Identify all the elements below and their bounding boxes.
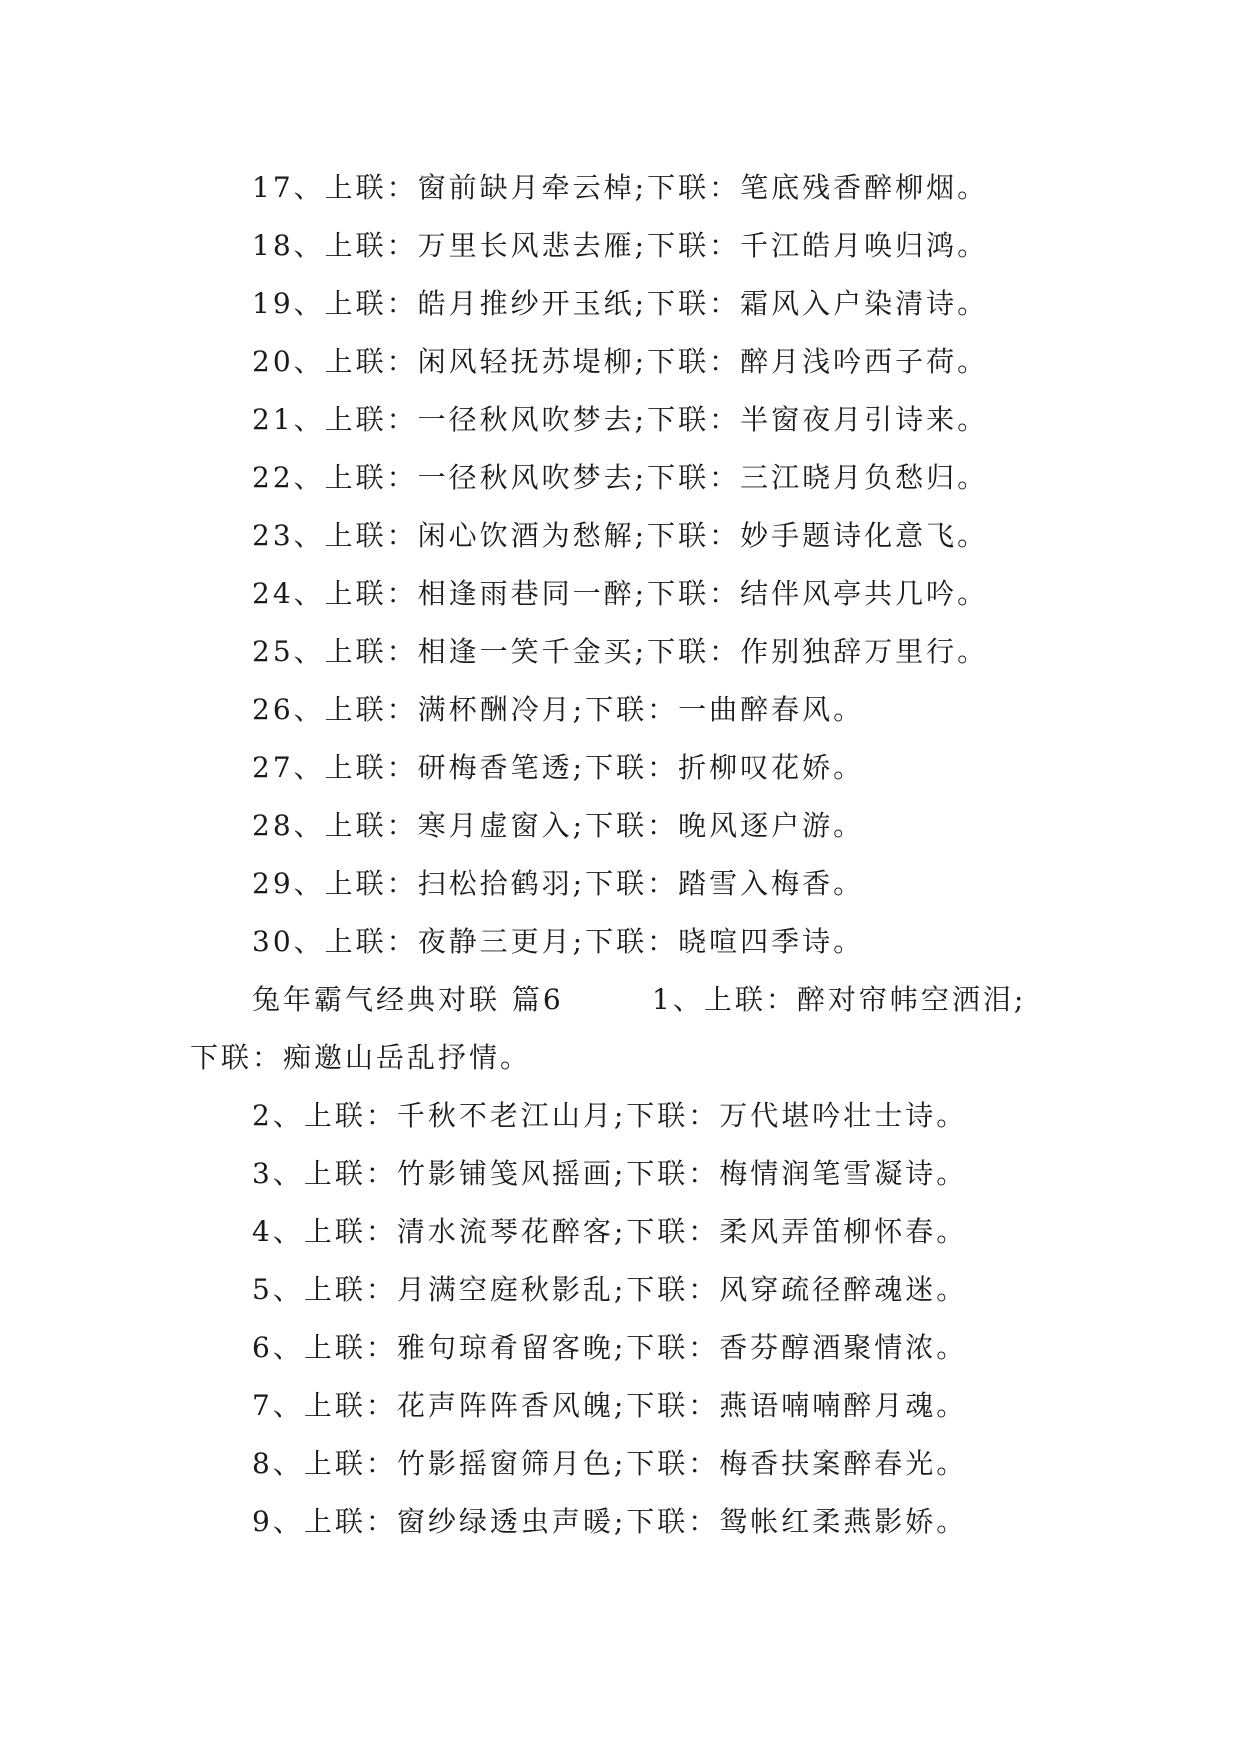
couplet-line: 25、上联：相逢一笑千金买;下联：作别独辞万里行。 <box>252 635 989 668</box>
couplet-line: 18、上联：万里长风悲去雁;下联：千江皓月唤归鸿。 <box>252 229 989 262</box>
couplet-line: 4、上联：清水流琴花醉客;下联：柔风弄笛柳怀春。 <box>252 1215 968 1248</box>
section-heading-line <box>190 971 1070 1029</box>
couplet-line: 28、上联：寒月虚窗入;下联：晚风逐户游。 <box>252 809 865 842</box>
couplet-line: 7、上联：花声阵阵香风魄;下联：燕语喃喃醉月魂。 <box>252 1389 968 1422</box>
couplet-line: 20、上联：闲风轻抚苏堤柳;下联：醉月浅吟西子荷。 <box>252 345 989 378</box>
document-body <box>190 159 1070 1551</box>
couplet-line: 23、上联：闲心饮酒为愁解;下联：妙手题诗化意飞。 <box>252 519 989 552</box>
couplet-line: 3、上联：竹影铺笺风摇画;下联：梅情润笔雪凝诗。 <box>252 1157 968 1190</box>
couplet-first-part: 1、上联：醉对帘帏空洒泪; <box>652 983 1027 1016</box>
couplet-line: 29、上联：扫松拾鹤羽;下联：踏雪入梅香。 <box>252 867 865 900</box>
couplet-line: 27、上联：研梅香笔透;下联：折柳叹花娇。 <box>252 751 865 784</box>
couplet-line: 5、上联：月满空庭秋影乱;下联：风穿疏径醉魂迷。 <box>252 1273 968 1306</box>
couplet-line: 19、上联：皓月推纱开玉纸;下联：霜风入户染清诗。 <box>252 287 989 320</box>
couplet-line: 2、上联：千秋不老江山月;下联：万代堪吟壮士诗。 <box>252 1099 968 1132</box>
couplet-line: 26、上联：满杯酬冷月;下联：一曲醉春风。 <box>252 693 865 726</box>
couplet-line: 9、上联：窗纱绿透虫声暖;下联：鸳帐红柔燕影娇。 <box>252 1505 968 1538</box>
section-heading: 兔年霸气经典对联 篇6 <box>252 983 564 1016</box>
couplet-line: 21、上联：一径秋风吹梦去;下联：半窗夜月引诗来。 <box>252 403 989 436</box>
couplet-line: 22、上联：一径秋风吹梦去;下联：三江晓月负愁归。 <box>252 461 989 494</box>
couplet-line: 6、上联：雅句琼肴留客晚;下联：香芬醇酒聚情浓。 <box>252 1331 968 1364</box>
couplet-line: 30、上联：夜静三更月;下联：晓喧四季诗。 <box>252 925 865 958</box>
couplet-line: 17、上联：窗前缺月牵云棹;下联：笔底残香醉柳烟。 <box>252 171 989 204</box>
couplet-continuation: 下联：痴邀山岳乱抒情。 <box>190 1041 532 1074</box>
couplet-line: 24、上联：相逢雨巷同一醉;下联：结伴风亭共几吟。 <box>252 577 989 610</box>
couplet-line: 8、上联：竹影摇窗筛月色;下联：梅香扶案醉春光。 <box>252 1447 968 1480</box>
